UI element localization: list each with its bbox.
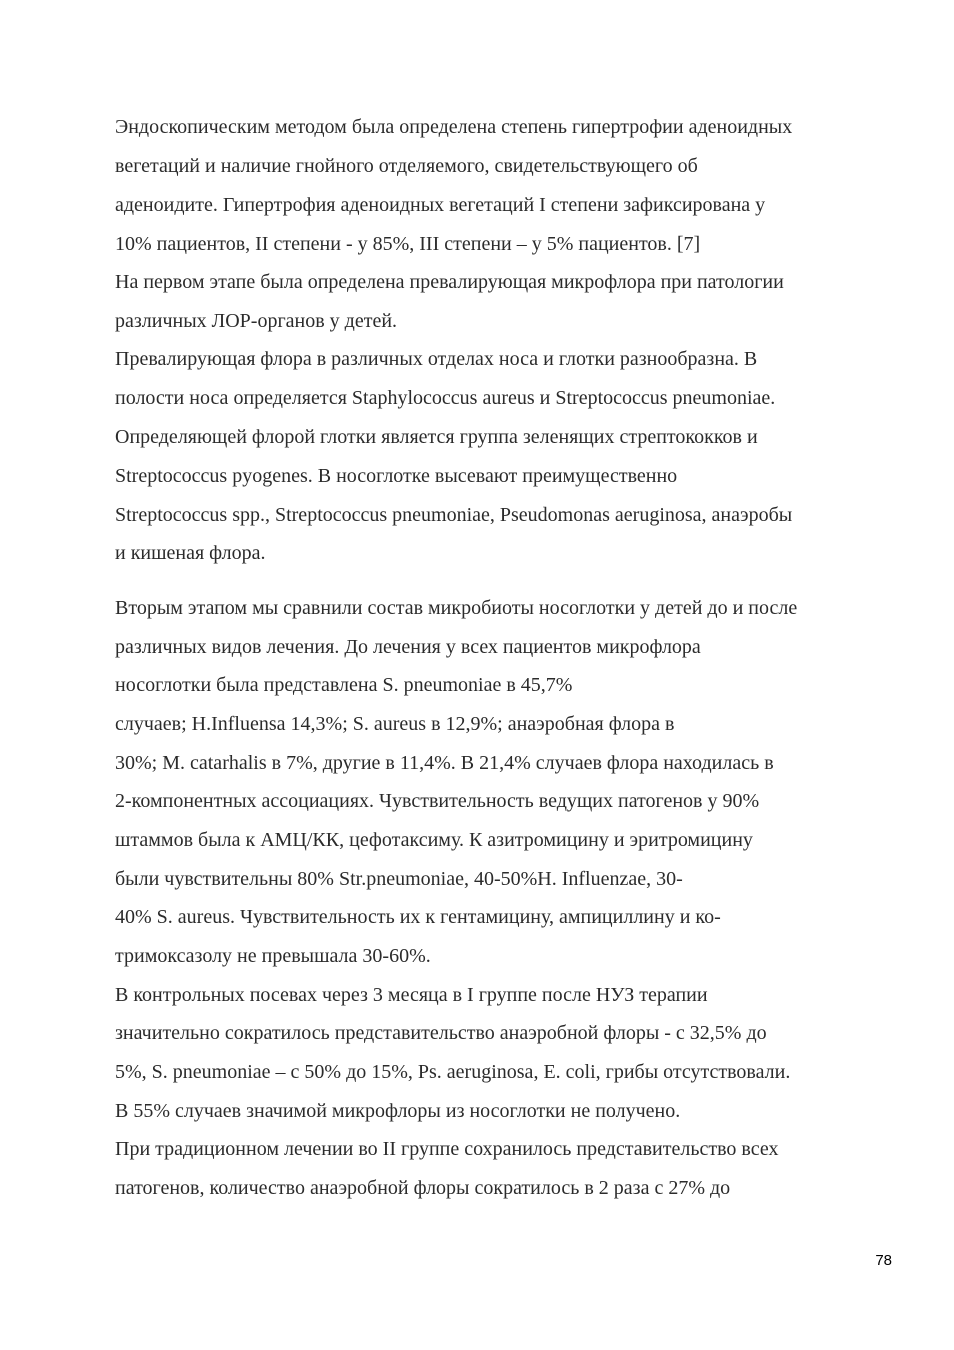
text-line: 10% пациентов, II степени - у 85%, III степени – у 5% пациентов. [7]	[115, 233, 701, 255]
text-line: Streptococcus spp., Streptococcus pneumoniae, Pseudomonas aeruginosa, анаэробы	[115, 504, 793, 526]
page-number: 78	[875, 1252, 892, 1269]
text-line: случаев; H.Influensa 14,3%; S. aureus в 12,9%; анаэробная флора в	[115, 713, 675, 735]
text-line: вегетаций и наличие гнойного отделяемого, свидетельствующего об	[115, 155, 698, 177]
text-line: Вторым этапом мы сравнили состав микробиоты носоглотки у детей до и после	[115, 597, 798, 619]
text-line: были чувствительны 80% Str.pneumoniae, 40-50%H. Influenzae, 30-	[115, 868, 683, 890]
text-line: различных видов лечения. До лечения у всех пациентов микрофлора	[115, 636, 701, 658]
text-line: тримоксазолу не превышала 30-60%.	[115, 945, 431, 967]
text-line: Эндоскопическим методом была определена степень гипертрофии аденоидных	[115, 116, 793, 138]
text-line: Streptococcus pyogenes. В носоглотке высевают преимущественно	[115, 465, 678, 487]
text-line: патогенов, количество анаэробной флоры сократилось в 2 раза с 27% до	[115, 1177, 731, 1199]
text-line: 2-компонентных ассоциациях. Чувствительность ведущих патогенов у 90%	[115, 790, 760, 812]
text-line: различных ЛОР-органов у детей.	[115, 310, 398, 332]
text-line: аденоидите. Гипертрофия аденоидных вегетаций I степени зафиксирована у	[115, 194, 766, 216]
text-line: значительно сократилось представительство анаэробной флоры - с 32,5% до	[115, 1022, 767, 1044]
text-line: и кишеная флора.	[115, 542, 266, 564]
text-line: При традиционном лечении во II группе сохранилось представительство всех	[115, 1138, 779, 1160]
text-line: В 55% случаев значимой микрофлоры из носоглотки не получено.	[115, 1100, 681, 1122]
text-line: штаммов была к АМЦ/КК, цефотаксиму. К азитромицину и эритромицину	[115, 829, 753, 851]
text-line: 40% S. aureus. Чувствительность их к гентамицину, ампициллину и ко-	[115, 906, 721, 928]
text-line: Превалирующая флора в различных отделах носа и глотки разнообразна. В	[115, 348, 758, 370]
text-line: носоглотки была представлена S. pneumoniae в 45,7%	[115, 674, 573, 696]
text-line: полости носа определяется Staphylococcus aureus и Streptococcus pneumoniae.	[115, 387, 776, 409]
text-line: Определяющей флорой глотки является группа зеленящих стрептококков и	[115, 426, 758, 448]
text-line: 30%; M. catarhalis в 7%, другие в 11,4%. В 21,4% случаев флора находилась в	[115, 752, 774, 774]
text-line: В контрольных посевах через 3 месяца в I группе после НУЗ терапии	[115, 984, 708, 1006]
text-line: На первом этапе была определена превалирующая микрофлора при патологии	[115, 271, 784, 293]
text-line: 5%, S. pneumoniae – с 50% до 15%, Ps. aeruginosa, E. coli, грибы отсутствовали.	[115, 1061, 791, 1083]
